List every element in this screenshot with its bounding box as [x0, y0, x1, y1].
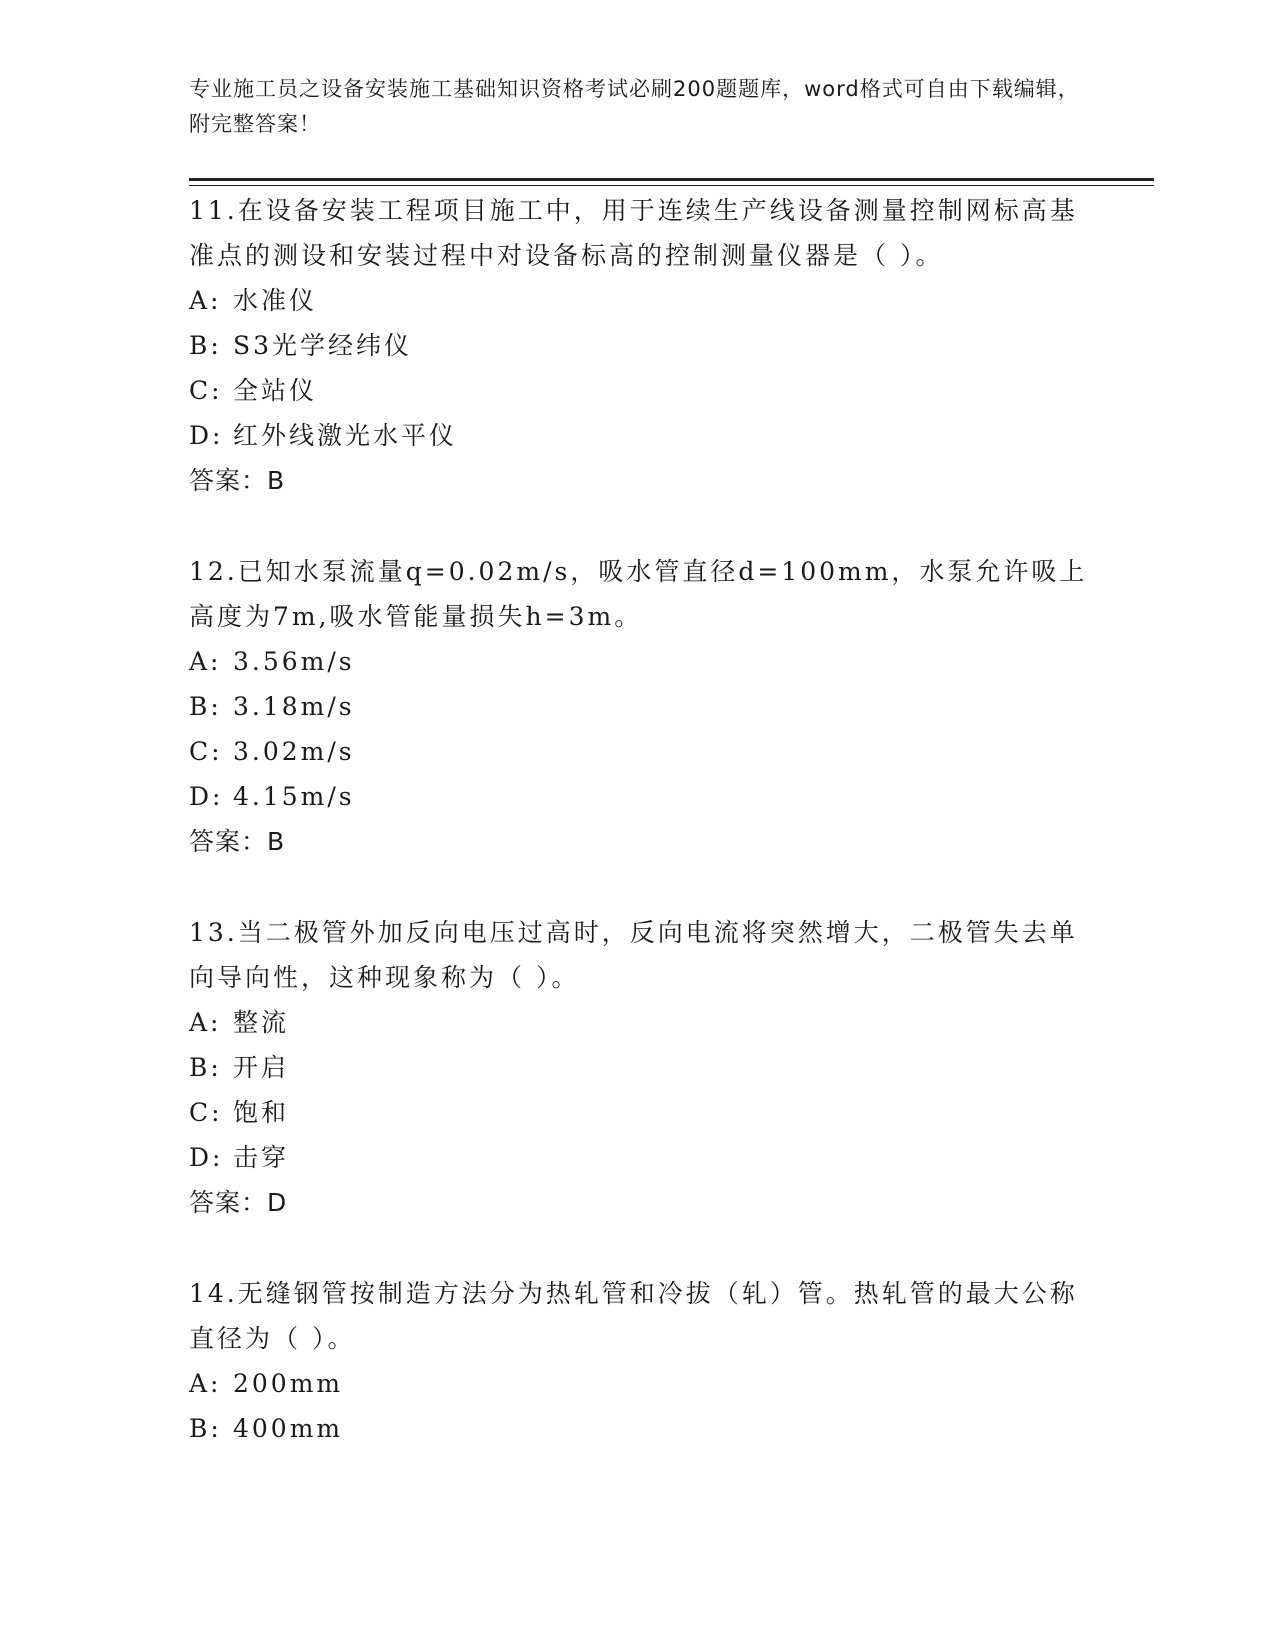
- option-text: 200mm: [233, 1369, 344, 1398]
- question-text: 14.无缝钢管按制造方法分为热轧管和冷拔（轧）管。热轧管的最大公称直径为（ ）。: [189, 1279, 1078, 1353]
- option-letter: D:: [189, 782, 224, 811]
- answer-line: 答案：B: [189, 827, 286, 856]
- option-letter: A:: [189, 286, 222, 315]
- option-d: [189, 413, 1089, 458]
- option-letter: B:: [189, 692, 222, 721]
- option-c: [189, 368, 1089, 413]
- option-text: 开启: [233, 1053, 290, 1082]
- option-letter: B:: [189, 1053, 222, 1082]
- option-letter: B:: [189, 331, 222, 360]
- option-b: [189, 1406, 1089, 1451]
- option-c: [189, 729, 1089, 774]
- question-14: [189, 1271, 1089, 1451]
- option-text: 整流: [233, 1008, 290, 1037]
- option-a: [189, 639, 1089, 684]
- question-text: 11.在设备安装工程项目施工中，用于连续生产线设备测量控制网标高基准点的测设和安装过程中对设备标高的控制测量仪器是（ ）。: [189, 196, 1078, 270]
- option-text: 击穿: [233, 1143, 290, 1172]
- option-b: [189, 1045, 1089, 1090]
- option-d: [189, 1135, 1089, 1180]
- question-13: [189, 910, 1089, 1225]
- header-divider-thin: [189, 185, 1154, 186]
- option-text: 全站仪: [233, 376, 318, 405]
- option-letter: C:: [189, 737, 223, 766]
- option-letter: A:: [189, 1008, 222, 1037]
- option-a: [189, 278, 1089, 323]
- option-letter: A:: [189, 1369, 222, 1398]
- answer-line: 答案：D: [189, 1188, 288, 1217]
- option-text: 3.56m/s: [233, 647, 355, 676]
- option-text: 红外线激光水平仪: [233, 421, 458, 450]
- question-text: 12.已知水泵流量q=0.02m/s，吸水管直径d=100mm，水泵允许吸上高度为7m,吸水管能量损失h=3m。: [189, 557, 1088, 631]
- option-b: [189, 684, 1089, 729]
- document-header: 专业施工员之设备安装施工基础知识资格考试必刷200题题库，word格式可自由下载编辑，附完整答案！: [189, 77, 1080, 136]
- option-a: [189, 1361, 1089, 1406]
- option-letter: C:: [189, 376, 223, 405]
- option-text: 4.15m/s: [233, 782, 355, 811]
- option-text: 3.18m/s: [233, 692, 355, 721]
- header-divider-thick: [189, 178, 1154, 181]
- option-b: [189, 323, 1089, 368]
- option-d: [189, 774, 1089, 819]
- question-12: [189, 549, 1089, 864]
- option-a: [189, 1000, 1089, 1045]
- option-letter: D:: [189, 1143, 224, 1172]
- option-text: S3光学经纬仪: [233, 331, 413, 360]
- option-letter: B:: [189, 1414, 222, 1443]
- question-11: [189, 188, 1089, 503]
- option-letter: A:: [189, 647, 222, 676]
- question-text: 13.当二极管外加反向电压过高时，反向电流将突然增大，二极管失去单向导向性，这种现象称为（ ）。: [189, 918, 1078, 992]
- answer-line: 答案：B: [189, 466, 286, 495]
- option-text: 400mm: [233, 1414, 344, 1443]
- option-letter: C:: [189, 1098, 223, 1127]
- option-text: 水准仪: [233, 286, 318, 315]
- option-text: 3.02m/s: [233, 737, 355, 766]
- option-c: [189, 1090, 1089, 1135]
- question-list: [189, 188, 1089, 1497]
- option-text: 饱和: [233, 1098, 290, 1127]
- option-letter: D:: [189, 421, 224, 450]
